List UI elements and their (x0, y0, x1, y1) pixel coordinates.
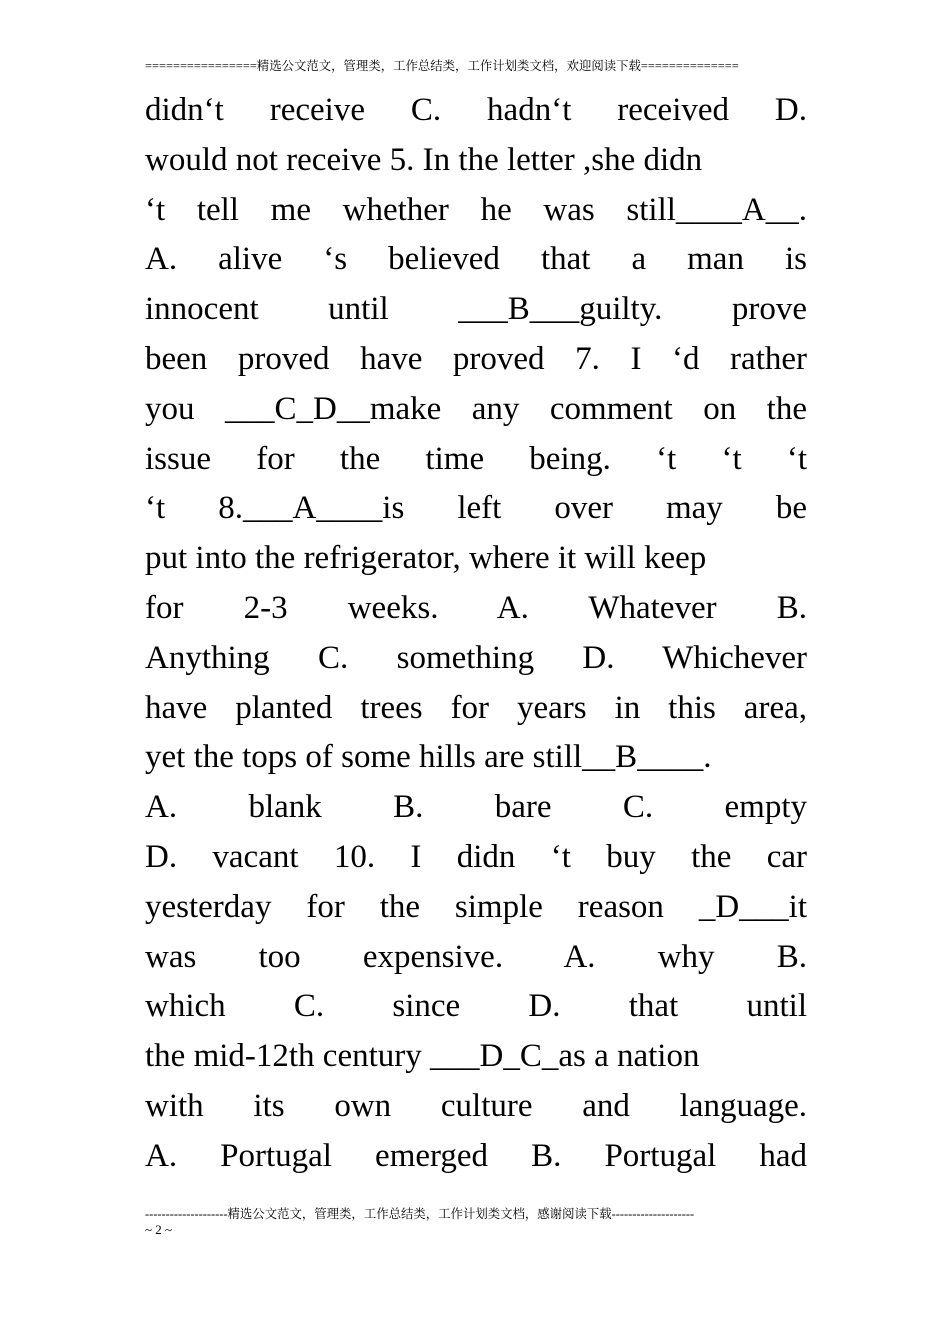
text-line: which C. since D. that until (145, 988, 807, 1025)
text-line: innocent until ___B___guilty. prove (145, 291, 807, 328)
text-line: would not receive 5. In the letter ,she didn (145, 141, 703, 178)
text-line: ‘t tell me whether he was still____A__. (145, 191, 807, 228)
text-line: issue for the time being. ‘t ‘t ‘t (145, 440, 807, 477)
text-line: A. Portugal emerged B. Portugal had (145, 1137, 807, 1174)
body-text (145, 86, 807, 1186)
text-line: you ___C_D__make any comment on the (145, 390, 807, 427)
footer-banner: --------------------精选公文范文，管理类，工作总结类，工作计划类文档，感谢阅读下载-------------------- (145, 1207, 695, 1221)
header-banner: ================精选公文范文，管理类，工作总结类，工作计划类文档，欢迎阅读下载============== (145, 59, 739, 73)
text-line: for 2-3 weeks. A. Whatever B. (145, 589, 807, 626)
text-line: A. blank B. bare C. empty (145, 789, 807, 826)
text-line: yet the tops of some hills are still__B____. (145, 739, 712, 776)
text-line: put into the refrigerator, where it will keep (145, 540, 707, 577)
text-line: didn‘t receive C. hadn‘t received D. (145, 92, 807, 128)
text-line: with its own culture and language. (145, 1087, 807, 1124)
text-line: Anything C. something D. Whichever (145, 639, 807, 676)
text-line: D. vacant 10. I didn ‘t buy the car (145, 838, 807, 875)
text-line: been proved have proved 7. I ‘d rather (145, 340, 807, 377)
text-line: yesterday for the simple reason _D___it (145, 888, 807, 925)
text-line: have planted trees for years in this area, (145, 689, 807, 726)
page-number: ~ 2 ~ (145, 1222, 173, 1237)
text-line: A. alive ‘s believed that a man is (145, 241, 807, 278)
text-line: the mid-12th century ___D_C_as a nation (145, 1038, 700, 1075)
text-line: was too expensive. A. why B. (145, 938, 807, 975)
text-line: ‘t 8.___A____is left over may be (145, 490, 807, 527)
